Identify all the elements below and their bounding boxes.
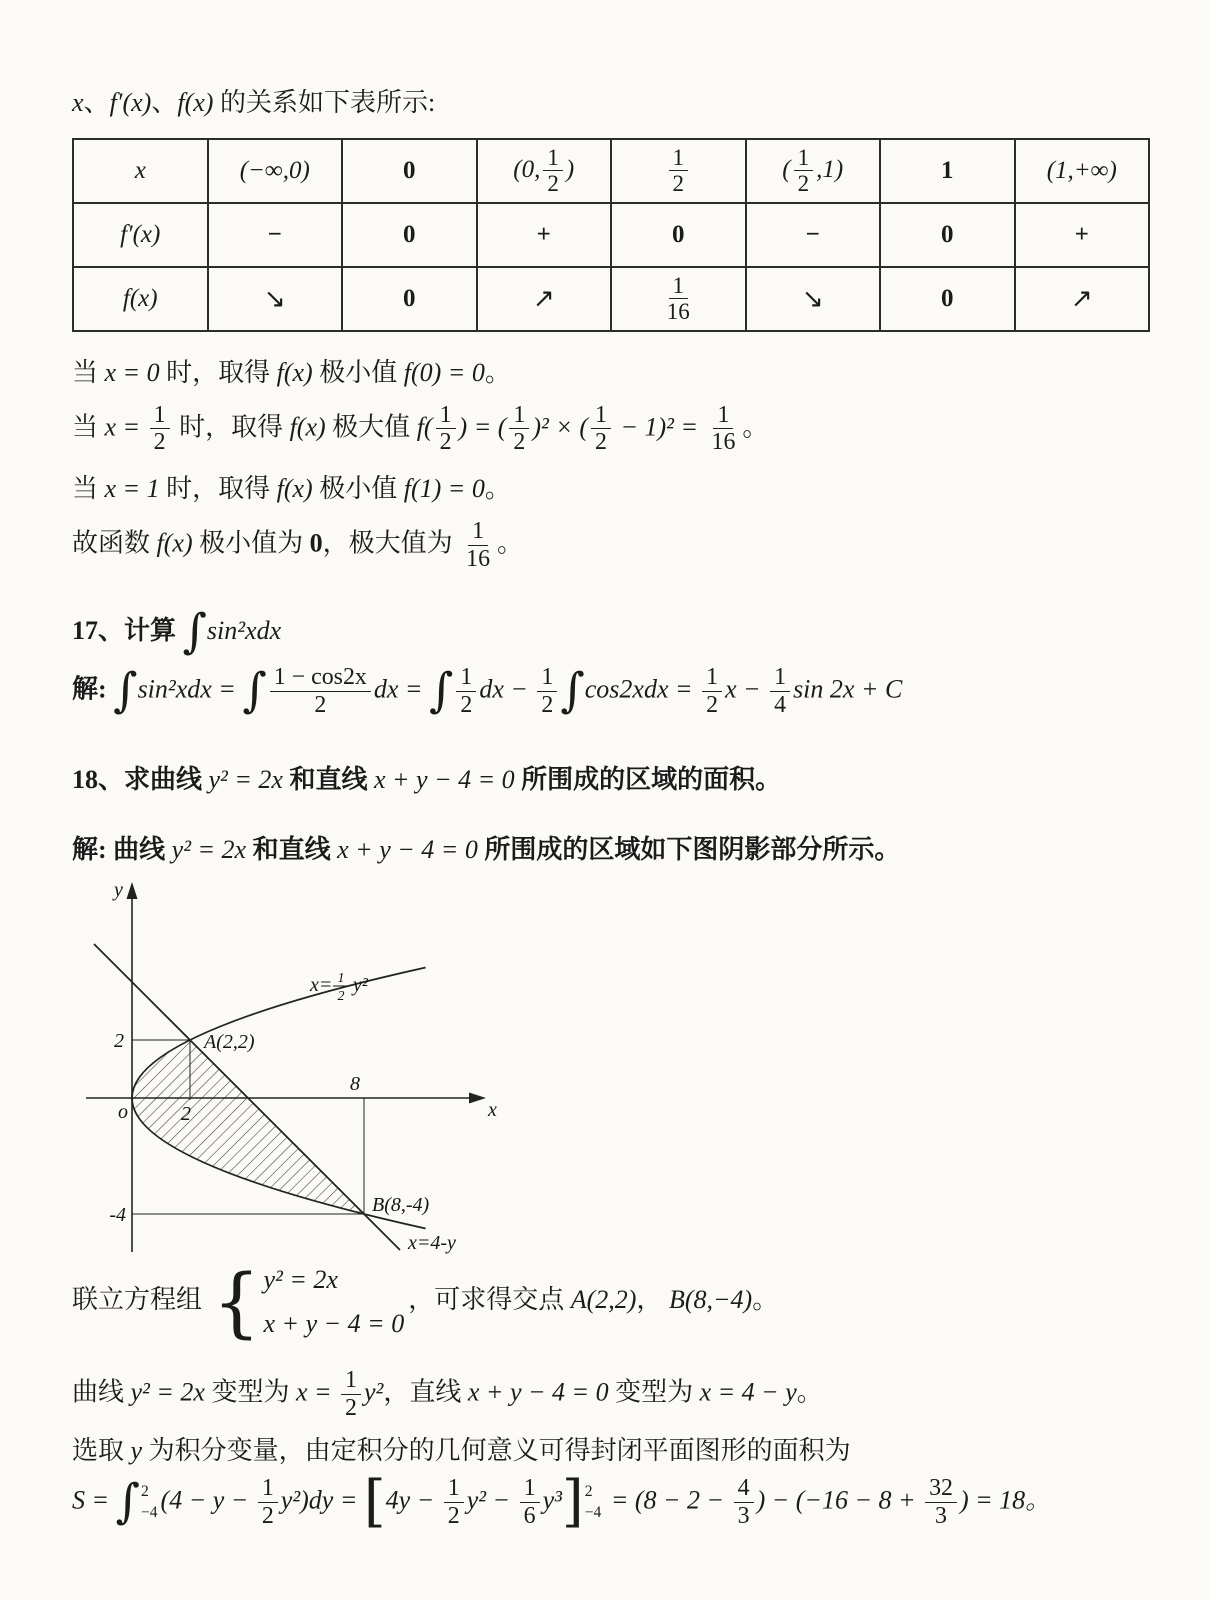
table-cell: 0 [342,267,477,331]
table-cell: ( $\frac{1}{2}$ ,1) [746,139,881,203]
tick-x-2: 2 [181,1103,191,1126]
curve-equation-label [309,971,369,1004]
table-intro-text: x、f′(x)、f(x) 的关系如下表所示: [72,88,436,117]
table-cell: ↘ [208,267,343,331]
point-b-label: B(8,-4) [372,1194,430,1217]
x-axis-label: x [488,1099,497,1122]
origin-label: o [118,1101,128,1124]
y-axis-arrow-icon [127,882,138,899]
x-axis-arrow-icon [469,1093,486,1104]
integration-variable-line: 选取 y 为积分变量，由定积分的几何意义可得封闭平面图形的面积为 [72,1435,851,1465]
line-equation-label: x=4-y [408,1232,456,1255]
tick-y-2: 2 [114,1030,124,1053]
area-computation-line: S = ∫ 2 −4 (4 − y − $\frac{1}{2}$ y²)dy = [4y − $\frac{1}{2}$ y² − $\frac{1}{6}$ y³ ] 2 −4 = (8 − 2 − $\frac{4}{3}$ ) − (−16 − 8 + $\frac{32}{3}$ ) = 18。 [72,1469,1052,1535]
table-cell: 0 [611,203,746,267]
point-a-label: A(2,2) [204,1031,255,1054]
extremum-line-xhalf: 当 x = $\frac{1}{2}$ 时，取得 f(x) 极大值 f( $\frac{1}{2}$ ) = ( $\frac{1}{2}$ )² × ( $\frac{1}{2}$ − 1)² = $\frac{1}{16}$ 。 [72,401,769,456]
table-cell: f′(x) [73,203,208,267]
table-cell: 0 [880,267,1015,331]
table-cell: ↗ [1015,267,1150,331]
table-cell: + [1015,203,1150,267]
table-cell: 0 [880,203,1015,267]
table-cell: − [208,203,343,267]
table-cell: 0 [342,139,477,203]
table-cell: − [746,203,881,267]
table-cell: (1,+∞) [1015,139,1150,203]
table-cell: ↗ [477,267,612,331]
table-row [73,203,1149,267]
table-cell: ↘ [746,267,881,331]
curve-frac-numerator: 1 [337,971,345,987]
table-cell: 1 [880,139,1015,203]
table-cell: (0, $\frac{1}{2}$ ) [477,139,612,203]
extremum-line-x0: 当 x = 0 时，取得 f(x) 极小值 f(0) = 0。 [72,357,511,387]
table-cell: $\frac{1}{16}$ [611,267,746,331]
table-row [73,267,1149,331]
problem-17-title: 17、计算 ∫ sin²xdx [72,604,282,659]
tick-y-neg4: -4 [109,1204,126,1227]
table-cell: f(x) [73,267,208,331]
svg-text:x=: x= [310,974,333,997]
problem-18-title: 18、求曲线 y² = 2x 和直线 x + y − 4 = 0 所围成的区域的面积。 [72,764,782,794]
table-cell: + [477,203,612,267]
region-graph [82,878,512,1263]
extremum-summary: 故函数 f(x) 极小值为 0，极大值为 $\frac{1}{16}$ 。 [72,517,524,572]
system-of-equations-line: 联立方程组 { y² = 2x x + y − 4 = 0 ，可求得交点 A(2,2)， B(8,−4)。 [72,1258,779,1347]
curve-frac-denominator: 2 [337,989,345,1005]
problem-18-solution-intro: 解: 曲线 y² = 2x 和直线 x + y − 4 = 0 所围成的区域如下图阴影部分所示。 [72,834,901,864]
shaded-region [132,1040,364,1214]
transform-line: 曲线 y² = 2x 变型为 x = $\frac{1}{2}$ y²，直线 x + y − 4 = 0 变型为 x = 4 − y。 [72,1367,823,1421]
extremum-line-x1: 当 x = 1 时，取得 f(x) 极小值 f(1) = 0。 [72,474,511,504]
table-cell: x [73,139,208,203]
y-axis-label: y [114,879,123,902]
sign-table [72,138,1150,332]
table-row [73,139,1149,203]
tick-x-8: 8 [350,1073,360,1096]
table-cell: $\frac{1}{2}$ [611,139,746,203]
table-cell: 0 [342,203,477,267]
svg-text:y²: y² [353,974,368,997]
problem-17-solution: 解: ∫ sin²xdx = ∫ $\frac{1 - \cos 2x}{2}$ dx = ∫ $\frac{1}{2}$ dx − $\frac{1}{2}$ ∫ cos2xdx = $\frac{1}{2}$ x − $\frac{1}{4}$ sin 2x + C [72,663,903,719]
table-cell: (−∞,0) [208,139,343,203]
